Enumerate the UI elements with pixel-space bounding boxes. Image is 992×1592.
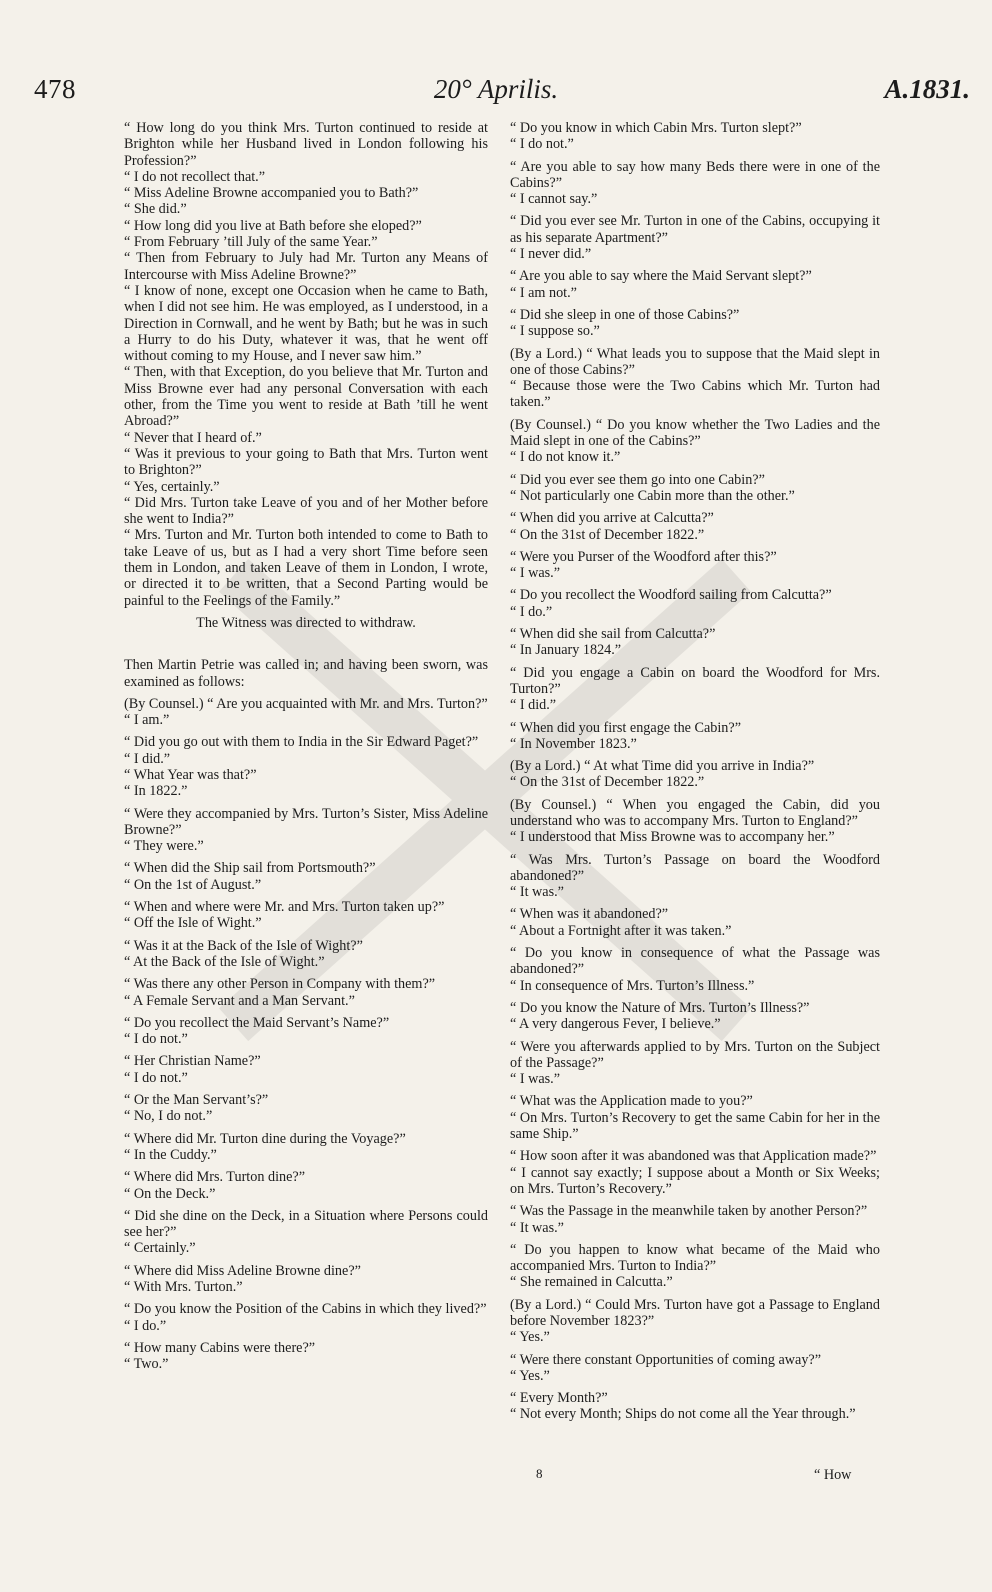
paragraph: “ At the Back of the Isle of Wight.”: [124, 953, 325, 970]
paragraph: “ Then from February to July had Mr. Turton any Means of Intercourse with Miss Adeline Browne?”: [124, 250, 488, 283]
paragraph: “ I never did.”: [510, 246, 592, 263]
page-number: 478: [34, 74, 76, 104]
paragraph: “ I am.”: [124, 712, 170, 729]
paragraph: (By a Lord.) “ At what Time did you arrive in India?”: [510, 758, 815, 775]
paragraph: The Witness was directed to withdraw.: [196, 614, 416, 631]
paragraph: “ I know of none, except one Occasion when he came to Bath, when I did not see him. He was employed, as I understood, in a Direction in Cornwall, and he went by Bath; but he was in such a Hurry to do his Duty, whatever it was, that he went off without coming to my House, and I never saw him.”: [124, 282, 488, 365]
paragraph: “ Were they accompanied by Mrs. Turton’s Sister, Miss Adeline Browne?”: [124, 805, 488, 838]
paragraph: “ Not every Month; Ships do not come all the Year through.”: [510, 1406, 856, 1423]
paragraph: “ I cannot say exactly; I suppose about a Month or Six Weeks; on Mrs. Turton’s Recovery.”: [510, 1164, 880, 1197]
paragraph: “ Two.”: [124, 1356, 169, 1373]
paragraph: “ Do you know in which Cabin Mrs. Turton slept?”: [510, 120, 802, 136]
paragraph: “ I cannot say.”: [510, 191, 598, 208]
paragraph: “ Mrs. Turton and Mr. Turton both intended to come to Bath to take Leave of us, but as I had a very short Time before seen them in London, and taken Leave of them in London, I wrote, or directed it to be written, that a Second Parting would be painful to the Feelings of the Family.”: [124, 527, 488, 609]
paragraph: “ With Mrs. Turton.”: [124, 1279, 243, 1295]
paragraph: “ I do not recollect that.”: [124, 168, 266, 185]
paragraph: “ Her Christian Name?”: [124, 1053, 261, 1070]
paragraph: “ When did you arrive at Calcutta?”: [510, 510, 714, 527]
paragraph: “ From February ’till July of the same Year.”: [124, 234, 378, 251]
paragraph: “ Was the Passage in the meanwhile taken by another Person?”: [510, 1203, 868, 1220]
paragraph: “ Off the Isle of Wight.”: [124, 915, 262, 932]
paragraph: “ Was it previous to your going to Bath that Mrs. Turton went to Brighton?”: [124, 445, 488, 479]
paragraph: “ Were you Purser of the Woodford after this?”: [510, 548, 777, 565]
paragraph: “ I understood that Miss Browne was to accompany her.”: [510, 829, 835, 846]
paragraph: “ Certainly.”: [124, 1240, 196, 1257]
paragraph: “ Did she sleep in one of those Cabins?”: [510, 306, 740, 323]
paragraph: (By a Lord.) “ Could Mrs. Turton have got a Passage to England before November 1823?”: [510, 1296, 880, 1329]
paragraph: “ Do you happen to know what became of the Maid who accompanied Mrs. Turton to India?”: [510, 1241, 880, 1275]
paragraph: “ I did.”: [124, 750, 171, 767]
paragraph: “ I suppose so.”: [510, 323, 600, 340]
paragraph: “ Miss Adeline Browne accompanied you to Bath?”: [124, 185, 419, 202]
paragraph: “ When was it abandoned?”: [510, 906, 669, 923]
paragraph: “ I do not.”: [510, 136, 574, 153]
paragraph: “ She remained in Calcutta.”: [510, 1274, 673, 1291]
paragraph: (By Counsel.) “ Do you know whether the Two Ladies and the Maid slept in one of the Cabins?”: [510, 416, 880, 450]
paragraph: “ Every Month?”: [510, 1390, 608, 1407]
paragraph: (By a Lord.) “ What leads you to suppose that the Maid slept in one of those Cabins?”: [510, 345, 880, 378]
paragraph: “ Where did Mrs. Turton dine?”: [124, 1169, 305, 1186]
paragraph: “ Do you know the Position of the Cabins in which they lived?”: [124, 1301, 487, 1318]
paragraph: “ In consequence of Mrs. Turton’s Illness.”: [510, 977, 755, 994]
paragraph: (By Counsel.) “ Are you acquainted with Mr. and Mrs. Turton?”: [124, 695, 488, 712]
paragraph: “ Did you ever see them go into one Cabin?”: [510, 471, 765, 488]
paragraph: “ On the 31st of December 1822.”: [510, 774, 705, 791]
paragraph: “ Yes.”: [510, 1367, 550, 1384]
paragraph: “ When did she sail from Calcutta?”: [510, 626, 716, 643]
paragraph: “ On the 1st of August.”: [124, 876, 262, 893]
paragraph: “ When and where were Mr. and Mrs. Turton taken up?”: [124, 899, 445, 916]
catchword: “ How: [814, 1467, 852, 1483]
paragraph: “ Did Mrs. Turton take Leave of you and of her Mother before she went to India?”: [124, 494, 488, 528]
paragraph: “ It was.”: [510, 1219, 564, 1236]
paragraph: “ I was.”: [510, 1071, 561, 1088]
paragraph: “ About a Fortnight after it was taken.”: [510, 922, 732, 939]
paragraph: “ She did.”: [124, 201, 187, 218]
paragraph: “ When did the Ship sail from Portsmouth?”: [124, 860, 376, 877]
paragraph: “ I do.”: [510, 603, 553, 620]
paragraph: “ I did.”: [510, 697, 557, 714]
paragraph: “ They were.”: [124, 838, 204, 855]
paragraph: “ Was Mrs. Turton’s Passage on board the Woodford abandoned?”: [510, 851, 880, 884]
paragraph: “ Yes, certainly.”: [124, 478, 220, 495]
paragraph: “ Did you go out with them to India in the Sir Edward Paget?”: [124, 734, 479, 751]
paragraph: “ I do not.”: [124, 1031, 188, 1048]
paragraph: “ Are you able to say how many Beds there were in one of the Cabins?”: [510, 158, 880, 191]
paragraph: “ I do not.”: [124, 1069, 188, 1086]
paragraph: “ In the Cuddy.”: [124, 1146, 217, 1163]
paragraph: “ Was it at the Back of the Isle of Wight?”: [124, 937, 363, 954]
paragraph: “ Where did Mr. Turton dine during the Voyage?”: [124, 1130, 406, 1147]
paragraph: Then Martin Petrie was called in; and having been sworn, was examined as follows:: [124, 657, 488, 690]
paragraph: “ Did she dine on the Deck, in a Situation where Persons could see her?”: [124, 1207, 488, 1241]
paragraph: “ Where did Miss Adeline Browne dine?”: [124, 1262, 361, 1279]
paragraph: “ I do not know it.”: [510, 449, 621, 466]
paragraph: “ In January 1824.”: [510, 642, 622, 659]
paragraph: “ How many Cabins were there?”: [124, 1339, 316, 1356]
paragraph: “ On the 31st of December 1822.”: [510, 526, 705, 543]
paragraph: “ In 1822.”: [124, 783, 188, 800]
paragraph: “ No, I do not.”: [124, 1108, 213, 1125]
paragraph: “ Was there any other Person in Company with them?”: [124, 976, 436, 993]
paragraph: “ Did you engage a Cabin on board the Woodford for Mrs. Turton?”: [510, 664, 880, 697]
paragraph: “ I am not.”: [510, 284, 577, 301]
paragraph: “ On Mrs. Turton’s Recovery to get the same Cabin for her in the same Ship.”: [510, 1109, 880, 1143]
paragraph: “ Were you afterwards applied to by Mrs. Turton on the Subject of the Passage?”: [510, 1038, 880, 1071]
paragraph: “ Were there constant Opportunities of coming away?”: [510, 1351, 822, 1368]
paragraph: “ When did you first engage the Cabin?”: [510, 719, 741, 736]
page-date: 20° Aprilis.: [433, 74, 559, 104]
paragraph: “ Did you ever see Mr. Turton in one of the Cabins, occupying it as his separate Apartment?”: [510, 213, 880, 246]
paragraph: “ On the Deck.”: [124, 1185, 216, 1202]
left-column: [112, 120, 488, 1372]
paragraph: “ Never that I heard of.”: [124, 429, 262, 446]
paragraph: “ Do you recollect the Maid Servant’s Name?”: [124, 1014, 390, 1031]
paragraph: “ Do you know the Nature of Mrs. Turton’s Illness?”: [510, 999, 810, 1016]
paragraph: “ In November 1823.”: [510, 735, 637, 752]
paragraph: “ Do you know in consequence of what the Passage was abandoned?”: [510, 945, 880, 978]
paragraph: “ Do you recollect the Woodford sailing from Calcutta?”: [510, 587, 832, 604]
right-column: [498, 120, 880, 1423]
paragraph: “ Or the Man Servant’s?”: [124, 1092, 269, 1109]
paragraph: “ A very dangerous Fever, I believe.”: [510, 1016, 721, 1033]
page-header: [0, 74, 992, 114]
paragraph: “ Not particularly one Cabin more than the other.”: [510, 487, 795, 504]
paragraph: “ What Year was that?”: [124, 766, 257, 783]
paragraph: “ I do.”: [124, 1317, 167, 1334]
paragraph: “ How long do you think Mrs. Turton continued to reside at Brighton while her Husband lived in London following his Profession?”: [124, 120, 488, 169]
paragraph: “ How soon after it was abandoned was that Application made?”: [510, 1148, 877, 1165]
page-year: A.1831.: [884, 74, 970, 104]
signature-mark: 8: [536, 1466, 543, 1481]
paragraph: “ Yes.”: [510, 1329, 550, 1346]
paragraph: “ It was.”: [510, 884, 564, 901]
paragraph: “ What was the Application made to you?”: [510, 1093, 753, 1110]
paragraph: (By Counsel.) “ When you engaged the Cabin, did you understand who was to accompany Mrs. Turton to England?”: [510, 796, 880, 829]
paragraph: “ Because those were the Two Cabins which Mr. Turton had taken.”: [510, 378, 880, 411]
paragraph: “ A Female Servant and a Man Servant.”: [124, 992, 355, 1009]
paragraph: “ How long did you live at Bath before she eloped?”: [124, 217, 422, 234]
paragraph: “ Are you able to say where the Maid Servant slept?”: [510, 268, 812, 285]
paragraph: “ I was.”: [510, 565, 561, 582]
paragraph: “ Then, with that Exception, do you believe that Mr. Turton and Miss Browne ever had any personal Conversation with each other, from the Time you went to reside at Bath ’till he went Abroad?”: [124, 364, 488, 430]
